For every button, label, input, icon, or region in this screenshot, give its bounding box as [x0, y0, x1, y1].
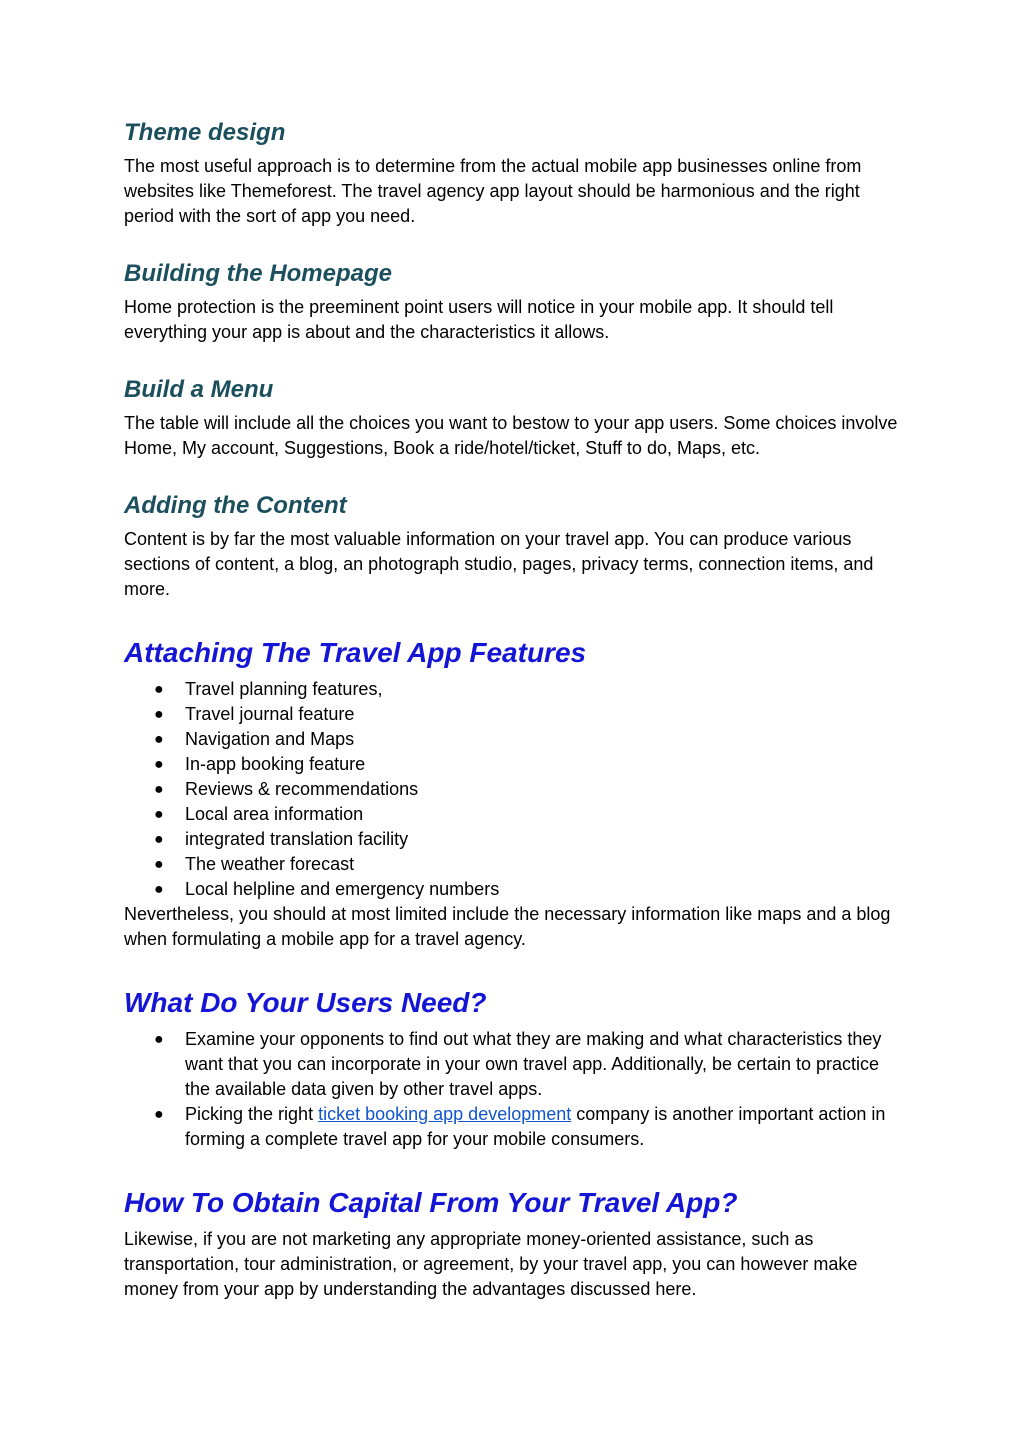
ticket-booking-link[interactable]: ticket booking app development [318, 1104, 572, 1124]
bullet-icon: ● [154, 756, 164, 773]
heading-building-homepage: Building the Homepage [124, 260, 393, 287]
heading-users-need: What Do Your Users Need? [124, 987, 487, 1018]
bullet-icon: ● [154, 856, 164, 873]
heading-adding-content: Adding the Content [124, 492, 347, 519]
bullet-icon: ● [154, 831, 164, 848]
features-list [124, 677, 904, 902]
bullet-icon: ● [154, 806, 164, 823]
bullet-icon: ● [154, 1031, 164, 1048]
heading-build-menu: Build a Menu [124, 376, 274, 403]
list-item: ● Examine your opponents to find out what they are making and what characteristics they want that you can incorporate in your own travel app. Additionally, be certain to practice the available data given by other travel apps. [154, 1029, 882, 1099]
bullet-icon: ● [154, 706, 164, 723]
heading-travel-app-features: Attaching The Travel App Features [124, 637, 587, 668]
heading-obtain-capital: How To Obtain Capital From Your Travel App? [124, 1187, 738, 1218]
bullet-icon: ● [154, 781, 164, 798]
list-item: ● Navigation and Maps [124, 727, 904, 752]
list-item: ● integrated translation facility [124, 827, 904, 852]
paragraph-building-homepage: Home protection is the preeminent point users will notice in your mobile app. It should tell everything your app is about and the characteristics it allows. [124, 297, 834, 342]
paragraph-build-menu: The table will include all the choices you want to bestow to your app users. Some choices involve Home, My account, Suggestions, Book a ride/hotel/ticket, Stuff to do, Maps, etc. [124, 413, 898, 458]
paragraph-features-closing: Nevertheless, you should at most limited include the necessary information like maps and a blog when formulating a mobile app for a travel agency. [124, 904, 891, 949]
paragraph-obtain-capital: Likewise, if you are not marketing any appropriate money-oriented assistance, such as transportation, tour administration, or agreement, by your travel app, you can however make money from your app by understanding the advantages discussed here. [124, 1229, 858, 1299]
list-item: ● Picking the right ticket booking app development company is another important action in forming a complete travel app for your mobile consumers. [154, 1104, 886, 1149]
bullet-icon: ● [154, 731, 164, 748]
list-item: ● Local helpline and emergency numbers [124, 877, 904, 902]
paragraph-theme-design: The most useful approach is to determine from the actual mobile app businesses online from websites like Themeforest. The travel agency app layout should be harmonious and the right period with the sort of app you need. [124, 156, 862, 226]
bullet-icon: ● [154, 681, 164, 698]
bullet-icon: ● [154, 881, 164, 898]
list-item: ● Travel journal feature [124, 702, 904, 727]
list-item: ● Reviews & recommendations [124, 777, 904, 802]
users-list [124, 1027, 904, 1152]
heading-theme-design: Theme design [124, 119, 286, 146]
document-page [124, 118, 904, 1302]
list-item: ● Travel planning features, [124, 677, 904, 702]
bullet-icon: ● [154, 1106, 164, 1123]
paragraph-adding-content: Content is by far the most valuable information on your travel app. You can produce various sections of content, a blog, an photograph studio, pages, privacy terms, connection items, and more. [124, 529, 874, 599]
list-item: ● Local area information [124, 802, 904, 827]
list-item: ● The weather forecast [124, 852, 904, 877]
list-item: ● In-app booking feature [124, 752, 904, 777]
